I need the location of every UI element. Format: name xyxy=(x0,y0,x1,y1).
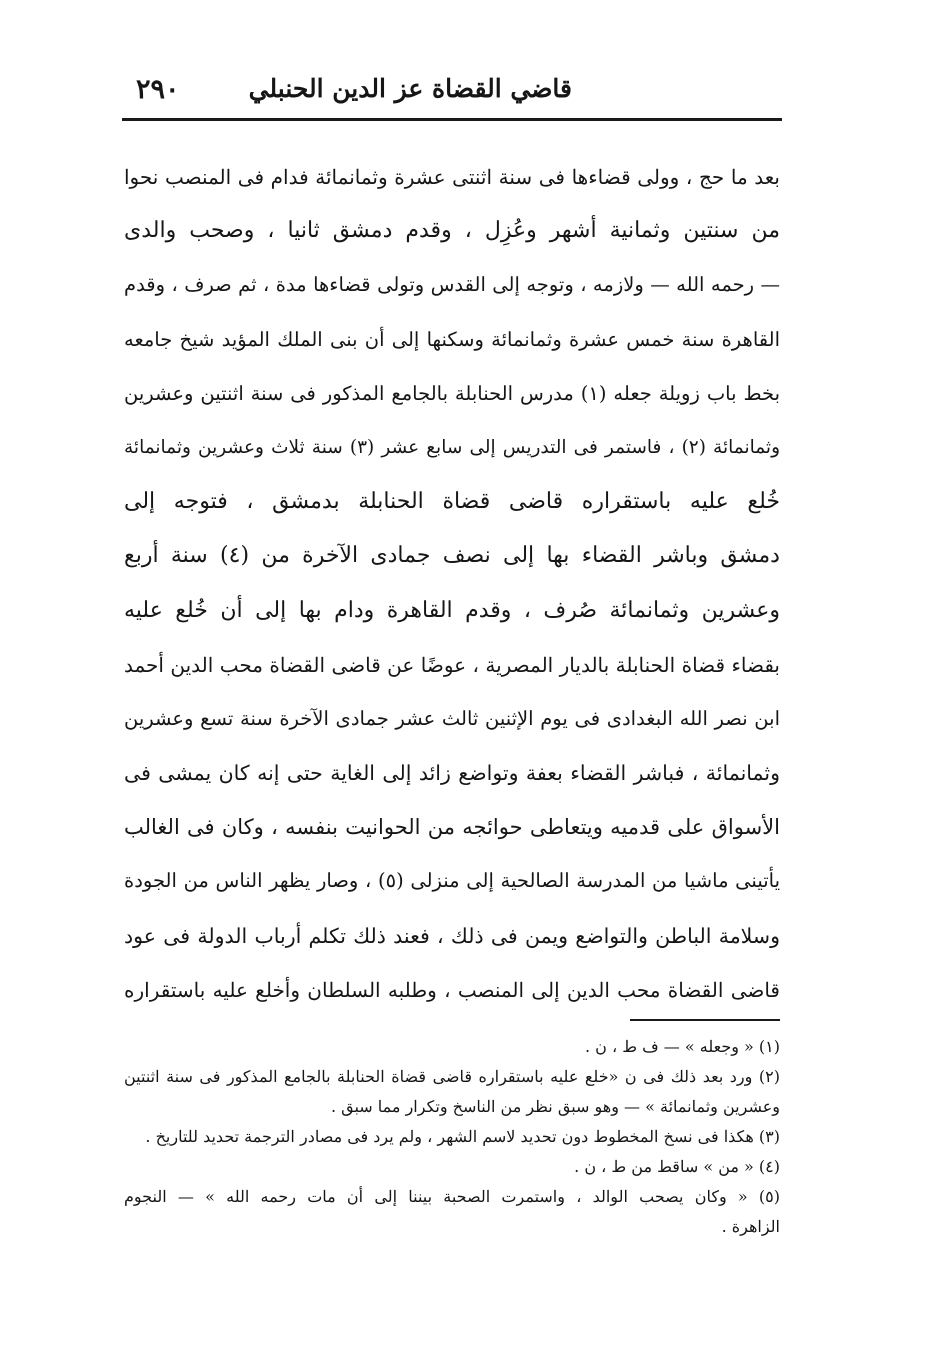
text-line: وثمانمائة (٢) ، فاستمر فى التدريس إلى سابع عشر (٣) سنة ثلاث وعشرين وثمانمائة xyxy=(124,436,781,458)
text-line: قاضى القضاة محب الدين إلى المنصب ، وطلبه السلطان وأخلع عليه باستقراره xyxy=(124,977,780,1002)
text-line: من سنتين وثمانية أشهر وعُزِل ، وقدم دمشق ثانيا ، وصحب والدى xyxy=(124,218,780,244)
footnote-3: (٣) هكذا فى نسخ المخطوط دون تحديد لاسم الشهر ، ولم يرد فى مصادر الترجمة تحديد للتاريخ . xyxy=(145,1127,780,1146)
main-text xyxy=(124,150,780,1017)
text-line: القاهرة سنة خمس عشرة وثمانمائة وسكنها إلى أن بنى الملك المؤيد شيخ جامعه xyxy=(124,327,780,351)
footnotes xyxy=(124,1032,780,1242)
text-line: وثمانمائة ، فباشر القضاء بعفة وتواضع زائد إلى الغاية حتى إنه كان يمشى فى xyxy=(124,761,781,786)
text-line: دمشق وباشر القضاء بها إلى نصف جمادى الآخرة من (٤) سنة أربع xyxy=(124,543,780,569)
text-line: ابن نصر الله البغدادى فى يوم الإثنين ثالث عشر جمادى الآخرة سنة تسع وعشرين xyxy=(124,706,780,730)
page-header xyxy=(122,72,782,112)
footnote-5: (٥) « وكان يصحب الوالد ، واستمرت الصحبة بيننا إلى أن مات رحمه الله » — النجوم xyxy=(124,1187,780,1206)
text-line: — رحمه الله — ولازمه ، وتوجه إلى القدس وتولى قضاءها مدة ، ثم صرف ، وقدم xyxy=(124,273,780,297)
footnote-divider xyxy=(630,1019,780,1021)
running-title: قاضي القضاة عز الدين الحنبلي xyxy=(248,74,572,103)
footnote-5-continued: الزاهرة . xyxy=(721,1217,780,1236)
text-line: بعد ما حج ، وولى قضاءها فى سنة اثنتى عشرة وثمانمائة فدام فى المنصب نحوا xyxy=(124,165,780,189)
header-divider xyxy=(122,118,782,121)
text-line: يأتينى ماشيا من المدرسة الصالحية إلى منزلى (٥) ، وصار يظهر الناس من الجودة xyxy=(124,869,781,893)
footnote-2-continued: وعشرين وثمانمائة » — وهو سبق نظر من الناسخ وتكرار مما سبق . xyxy=(330,1097,780,1116)
footnote-4: (٤) « من » ساقط من ط ، ن . xyxy=(574,1157,780,1176)
text-line: وسلامة الباطن والتواضع ويمن فى ذلك ، فعند ذلك تكلم أرباب الدولة فى عود xyxy=(124,923,780,948)
text-line: وعشرين وثمانمائة صُرف ، وقدم القاهرة ودام بها إلى أن خُلع عليه xyxy=(124,597,780,623)
text-line: بقضاء قضاة الحنابلة بالديار المصرية ، عوضًا عن قاضى القضاة محب الدين أحمد xyxy=(124,652,780,677)
page-number: ٢٩٠ xyxy=(136,74,180,105)
footnote-2: (٢) ورد بعد ذلك فى ن «خلع عليه باستقراره قاضى قضاة الحنابلة بالجامع المذكور فى سنة اثنتين xyxy=(124,1067,780,1086)
footnote-1: (١) « وجعله » — ف ط ، ن . xyxy=(584,1037,780,1056)
text-line: خُلع عليه باستقراره قاضى قضاة الحنابلة بدمشق ، فتوجه إلى xyxy=(124,489,780,515)
text-line: بخط باب زويلة جعله (١) مدرس الحنابلة بالجامع المذكور فى سنة اثنتين وعشرين xyxy=(124,381,780,405)
text-line: الأسواق على قدميه ويتعاطى حوائجه من الحوانيت بنفسه ، وكان فى الغالب xyxy=(124,815,780,840)
